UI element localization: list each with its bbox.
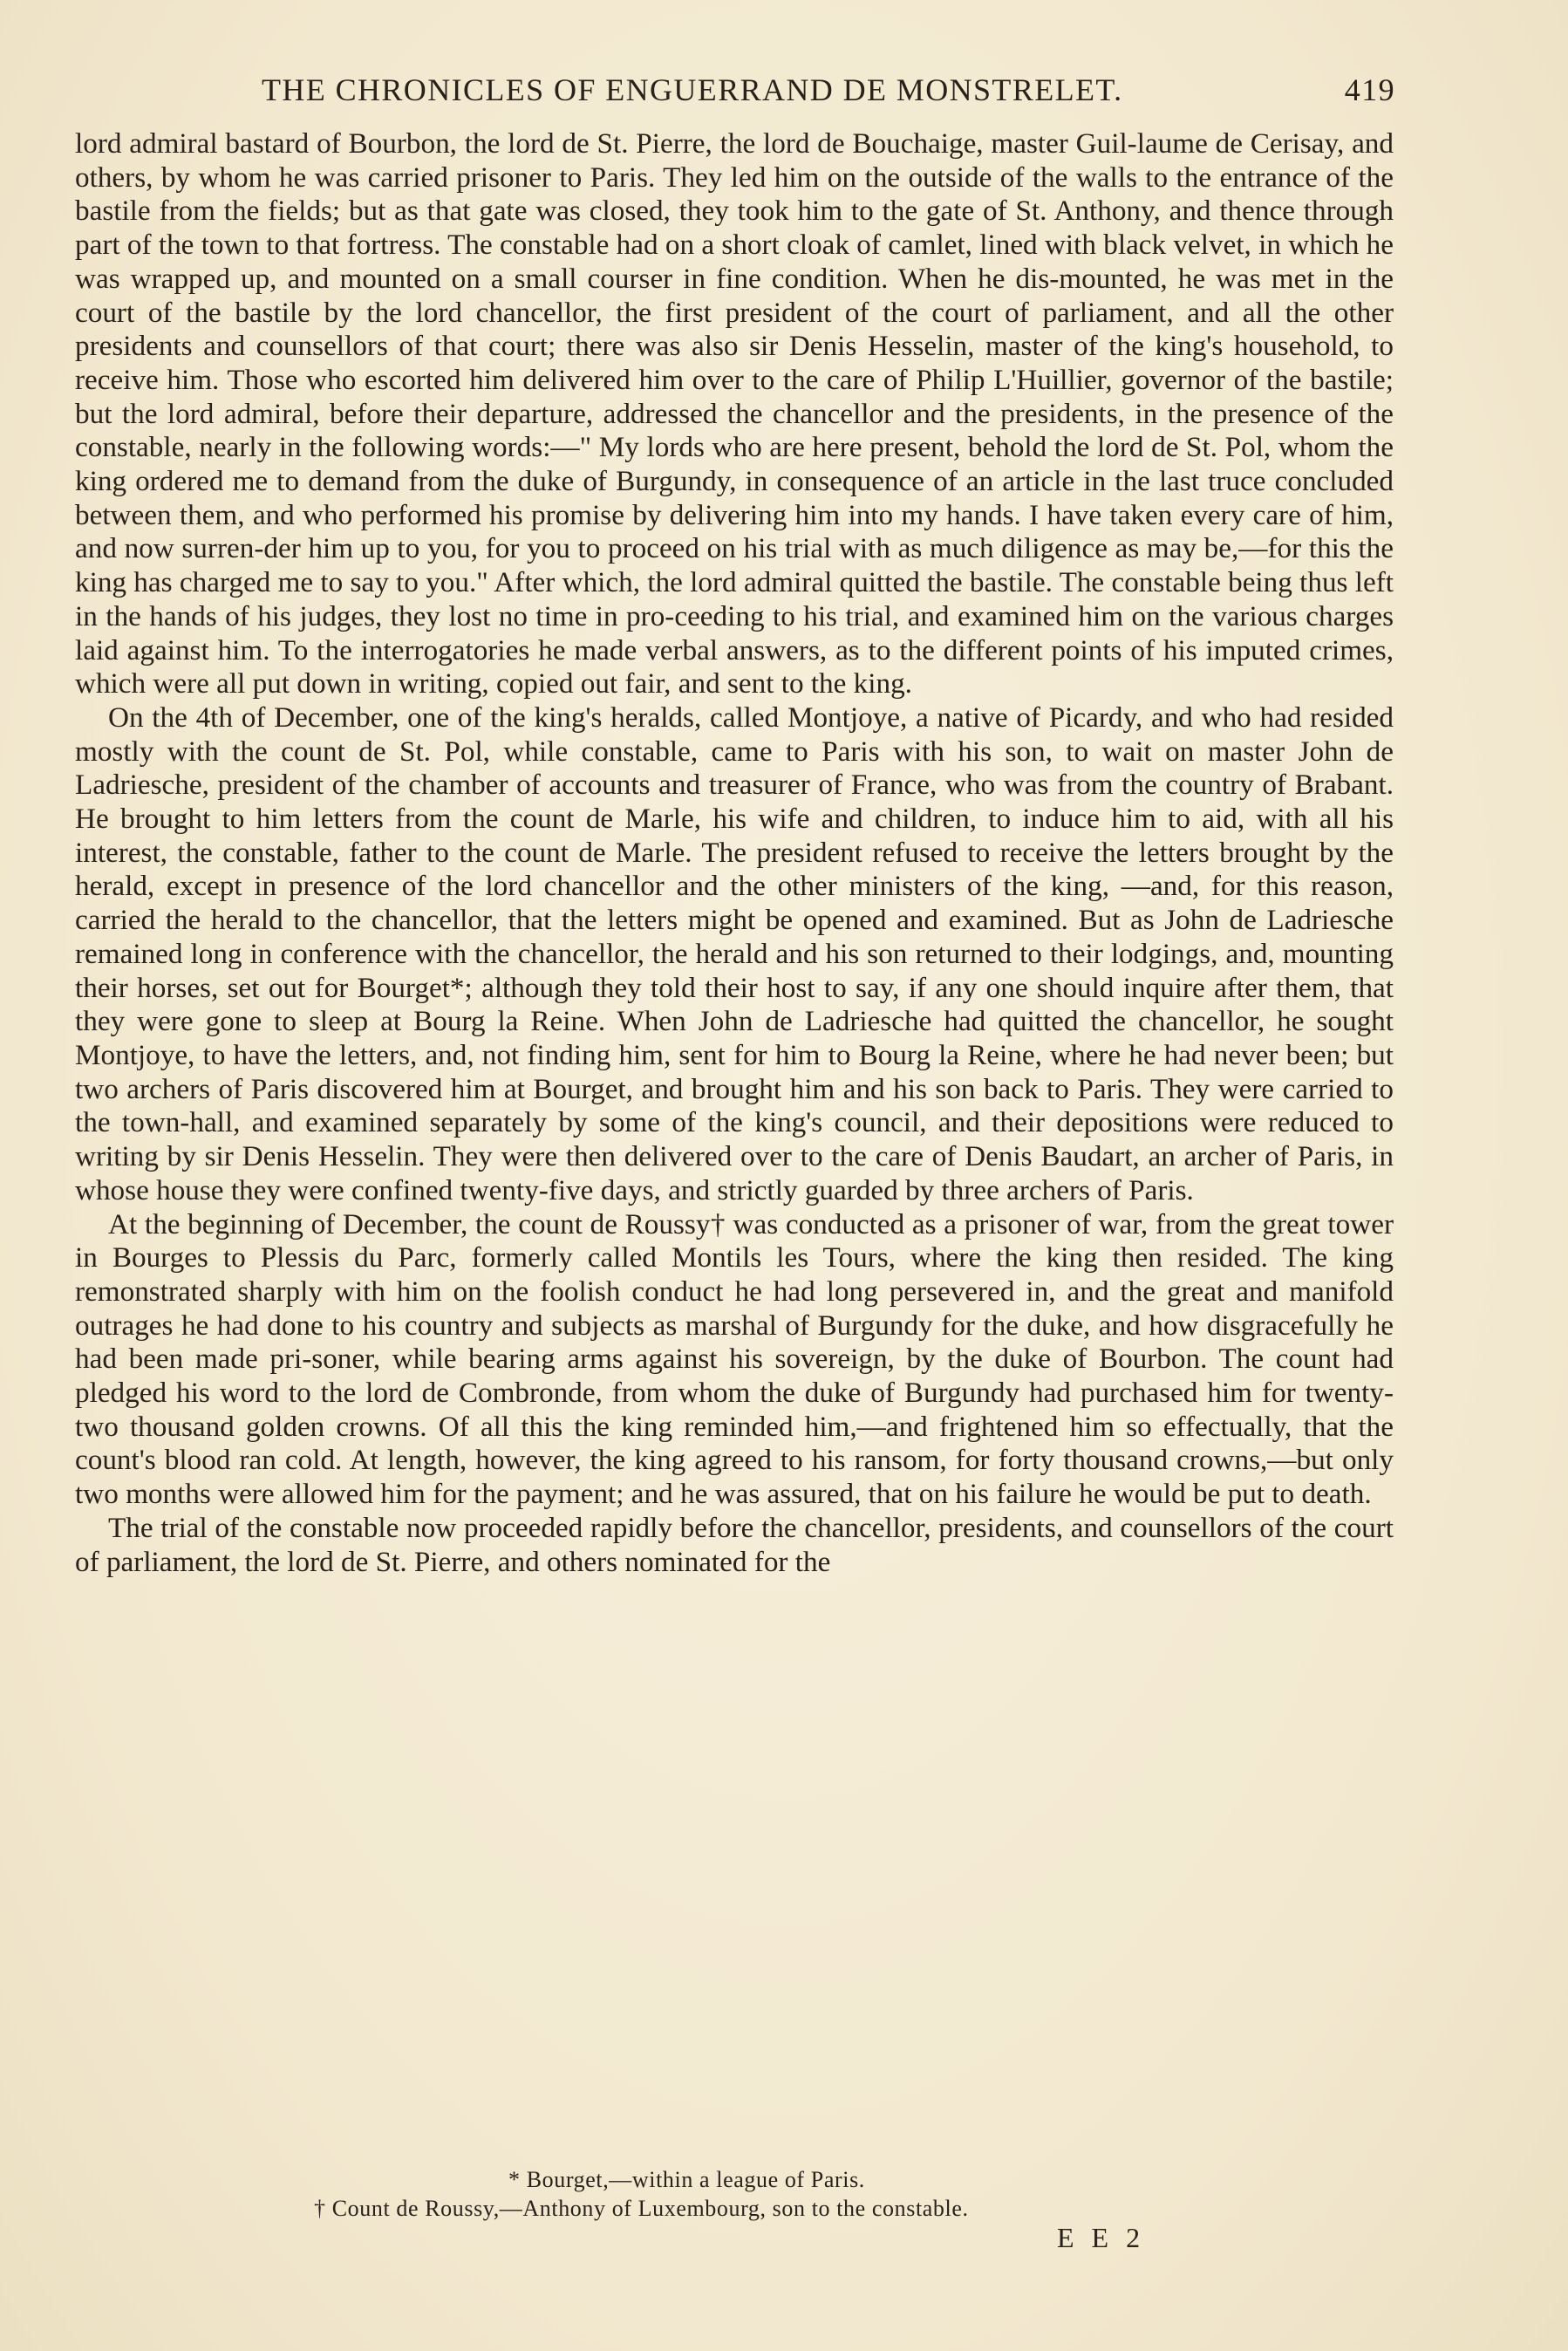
footnotes [314,2165,1186,2223]
paragraph-trial-proceeds: The trial of the constable now proceeded rapidly before the chancellor, presidents, and counsellors of the court of parliament, the lord de St. Pierre, and others nominated for the [75,1511,1394,1578]
paragraph-count-de-roussy: At the beginning of December, the count de Roussy† was conducted as a prisoner of war, from the great tower in Bourges to Plessis du Parc, formerly called Montils les Tours, where the king then resided. The king remonstrated sharply with him on the foolish conduct he had long persevered in, and the great and manifold outrages he had done to his country and subjects as marshal of Burgundy for the duke, and how disgracefully he had been made pri-soner, while bearing arms against his sovereign, by the duke of Bourbon. The count had pledged his word to the lord de Combronde, from whom the duke of Burgundy had purchased him for twenty-two thousand golden crowns. Of all this the king reminded him,—and frightened him so effectually, that the count's blood ran cold. At length, however, the king agreed to his ransom, for forty thousand crowns,—but only two months were allowed him for the payment; and he was assured, that on his failure he would be put to death. [75,1207,1394,1511]
running-head [262,72,1395,117]
running-head-title: THE CHRONICLES OF ENGUERRAND DE MONSTRELET. [262,72,1123,107]
body-text [75,127,1394,1579]
page-number: 419 [1344,72,1395,107]
paragraph-herald-montjoye: On the 4th of December, one of the king's heralds, called Montjoye, a native of Picardy, and who had resided mostly with the count de St. Pol, while constable, came to Paris with his son, to wait on master John de Ladriesche, president of the chamber of accounts and treasurer of France, who was from the country of Brabant. He brought to him letters from the count de Marle, his wife and children, to induce him to aid, with all his interest, the constable, father to the count de Marle. The president refused to receive the letters brought by the herald, except in presence of the lord chancellor and the other ministers of the king, —and, for this reason, carried the herald to the chancellor, that the letters might be opened and examined. But as John de Ladriesche remained long in conference with the chancellor, the herald and his son returned to their lodgings, and, mounting their horses, set out for Bourget*; although they told their host to say, if any one should inquire after them, that they were gone to sleep at Bourg la Reine. When John de Ladriesche had quitted the chancellor, he sought Montjoye, to have the letters, and, not finding him, sent for him to Bourg la Reine, where he had never been; but two archers of Paris discovered him at Bourget, and brought him and his son back to Paris. They were carried to the town-hall, and examined separately by some of the king's council, and their depositions were reduced to writing by sir Denis Hesselin. They were then delivered over to the care of Denis Baudart, an archer of Paris, in whose house they were confined twenty-five days, and strictly guarded by three archers of Paris. [75,701,1394,1206]
paragraph-constable-at-bastile: lord admiral bastard of Bourbon, the lord de St. Pierre, the lord de Bouchaige, master Guil-laume de Cerisay, and others, by whom he was carried prisoner to Paris. They led him on the outside of the walls to the entrance of the bastile from the fields; but as that gate was closed, they took him to the gate of St. Anthony, and thence through part of the town to that fortress. The constable had on a short cloak of camlet, lined with black velvet, in which he was wrapped up, and mounted on a small courser in fine condition. When he dis-mounted, he was met in the court of the bastile by the lord chancellor, the first president of the court of parliament, and all the other presidents and counsellors of that court; there was also sir Denis Hesselin, master of the king's household, to receive him. Those who escorted him delivered him over to the care of Philip L'Huillier, governor of the bastile; but the lord admiral, before their departure, addressed the chancellor and the presidents, in the presence of the constable, nearly in the following words:—" My lords who are here present, behold the lord de St. Pol, whom the king ordered me to demand from the duke of Burgundy, in consequence of an article in the last truce concluded between them, and who performed his promise by delivering him into my hands. I have taken every care of him, and now surren-der him up to you, for you to proceed on his trial with as much diligence as may be,—for this the king has charged me to say to you." After which, the lord admiral quitted the bastile. The constable being thus left in the hands of his judges, they lost no time in pro-ceeding to his trial, and examined him on the various charges laid against him. To the interrogatories he made verbal answers, as to the different points of his imputed crimes, which were all put down in writing, copied out fair, and sent to the king. [75,127,1394,701]
signature-mark: E E 2 [1057,2222,1146,2253]
footnote-bourget: * Bourget,—within a league of Paris. [508,2167,865,2192]
footnote-roussy: † Count de Roussy,—Anthony of Luxembourg, son to the constable. [314,2196,969,2221]
